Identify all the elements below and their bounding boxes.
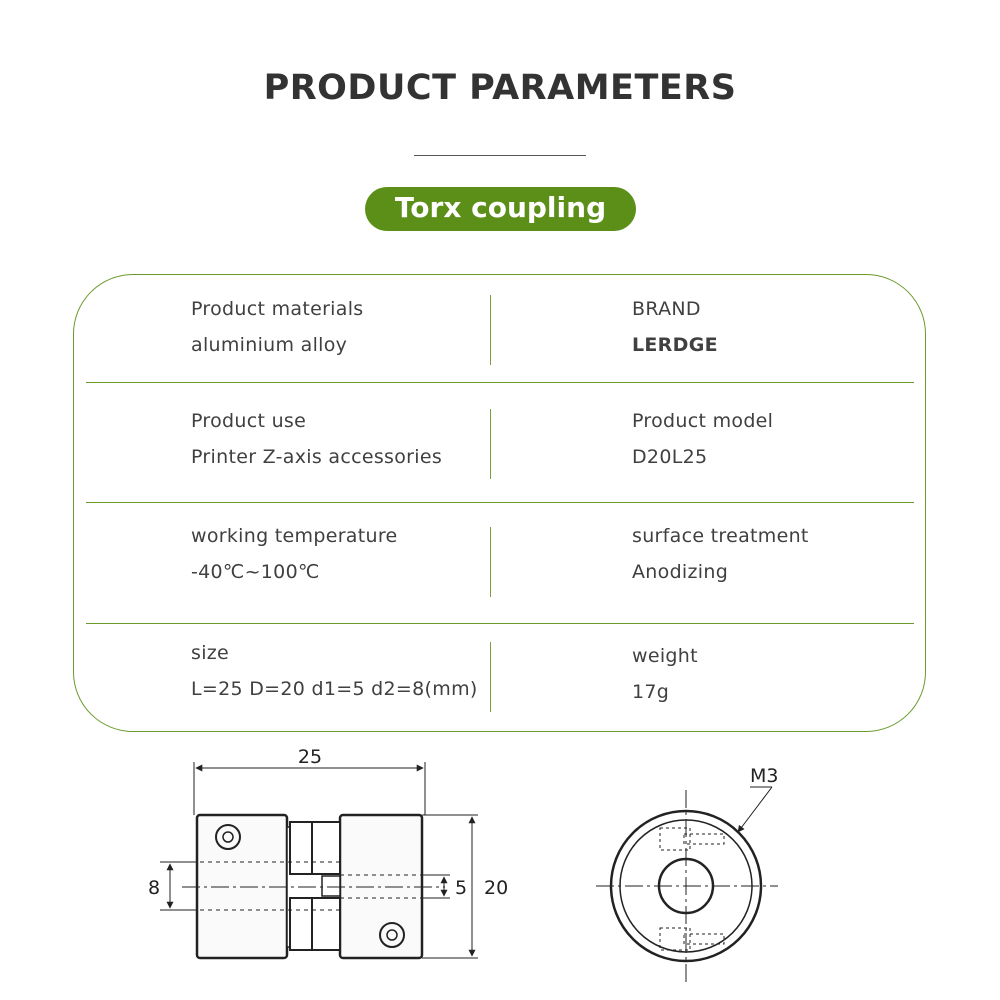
param-value-brand: LERDGE: [632, 334, 718, 356]
param-label-size: size: [191, 642, 230, 664]
param-label-use: Product use: [191, 410, 307, 432]
param-value-use: Printer Z-axis accessories: [191, 446, 443, 468]
param-label-materials: Product materials: [191, 298, 364, 320]
row-divider: [86, 382, 914, 383]
technical-drawing: [0, 740, 1000, 1000]
dim-bore-right: 5: [455, 877, 468, 899]
column-divider: [490, 295, 491, 365]
param-label-brand: BRAND: [632, 298, 701, 320]
title-underline: [414, 155, 586, 156]
dim-bore-left: 8: [148, 877, 161, 899]
product-name-badge: Torx coupling: [365, 187, 636, 231]
dim-diameter: 20: [484, 877, 509, 899]
page-title: PRODUCT PARAMETERS: [263, 68, 737, 108]
param-value-weight: 17g: [632, 681, 670, 703]
param-value-size: L=25 D=20 d1=5 d2=8(mm): [191, 678, 478, 700]
dim-length: 25: [297, 746, 323, 768]
column-divider: [490, 642, 491, 712]
param-label-weight: weight: [632, 645, 698, 667]
side-view-drawing: [160, 762, 478, 958]
param-value-model: D20L25: [632, 446, 708, 468]
column-divider: [490, 409, 491, 479]
param-label-model: Product model: [632, 410, 774, 432]
column-divider: [490, 527, 491, 597]
param-value-materials: aluminium alloy: [191, 334, 348, 356]
param-value-surface: Anodizing: [632, 561, 729, 583]
end-view-drawing: [596, 787, 778, 985]
screw-label: M3: [750, 765, 779, 787]
param-value-temperature: -40℃~100℃: [191, 561, 320, 583]
row-divider: [86, 502, 914, 503]
param-label-surface: surface treatment: [632, 525, 809, 547]
row-divider: [86, 623, 914, 624]
param-label-temperature: working temperature: [191, 525, 398, 547]
